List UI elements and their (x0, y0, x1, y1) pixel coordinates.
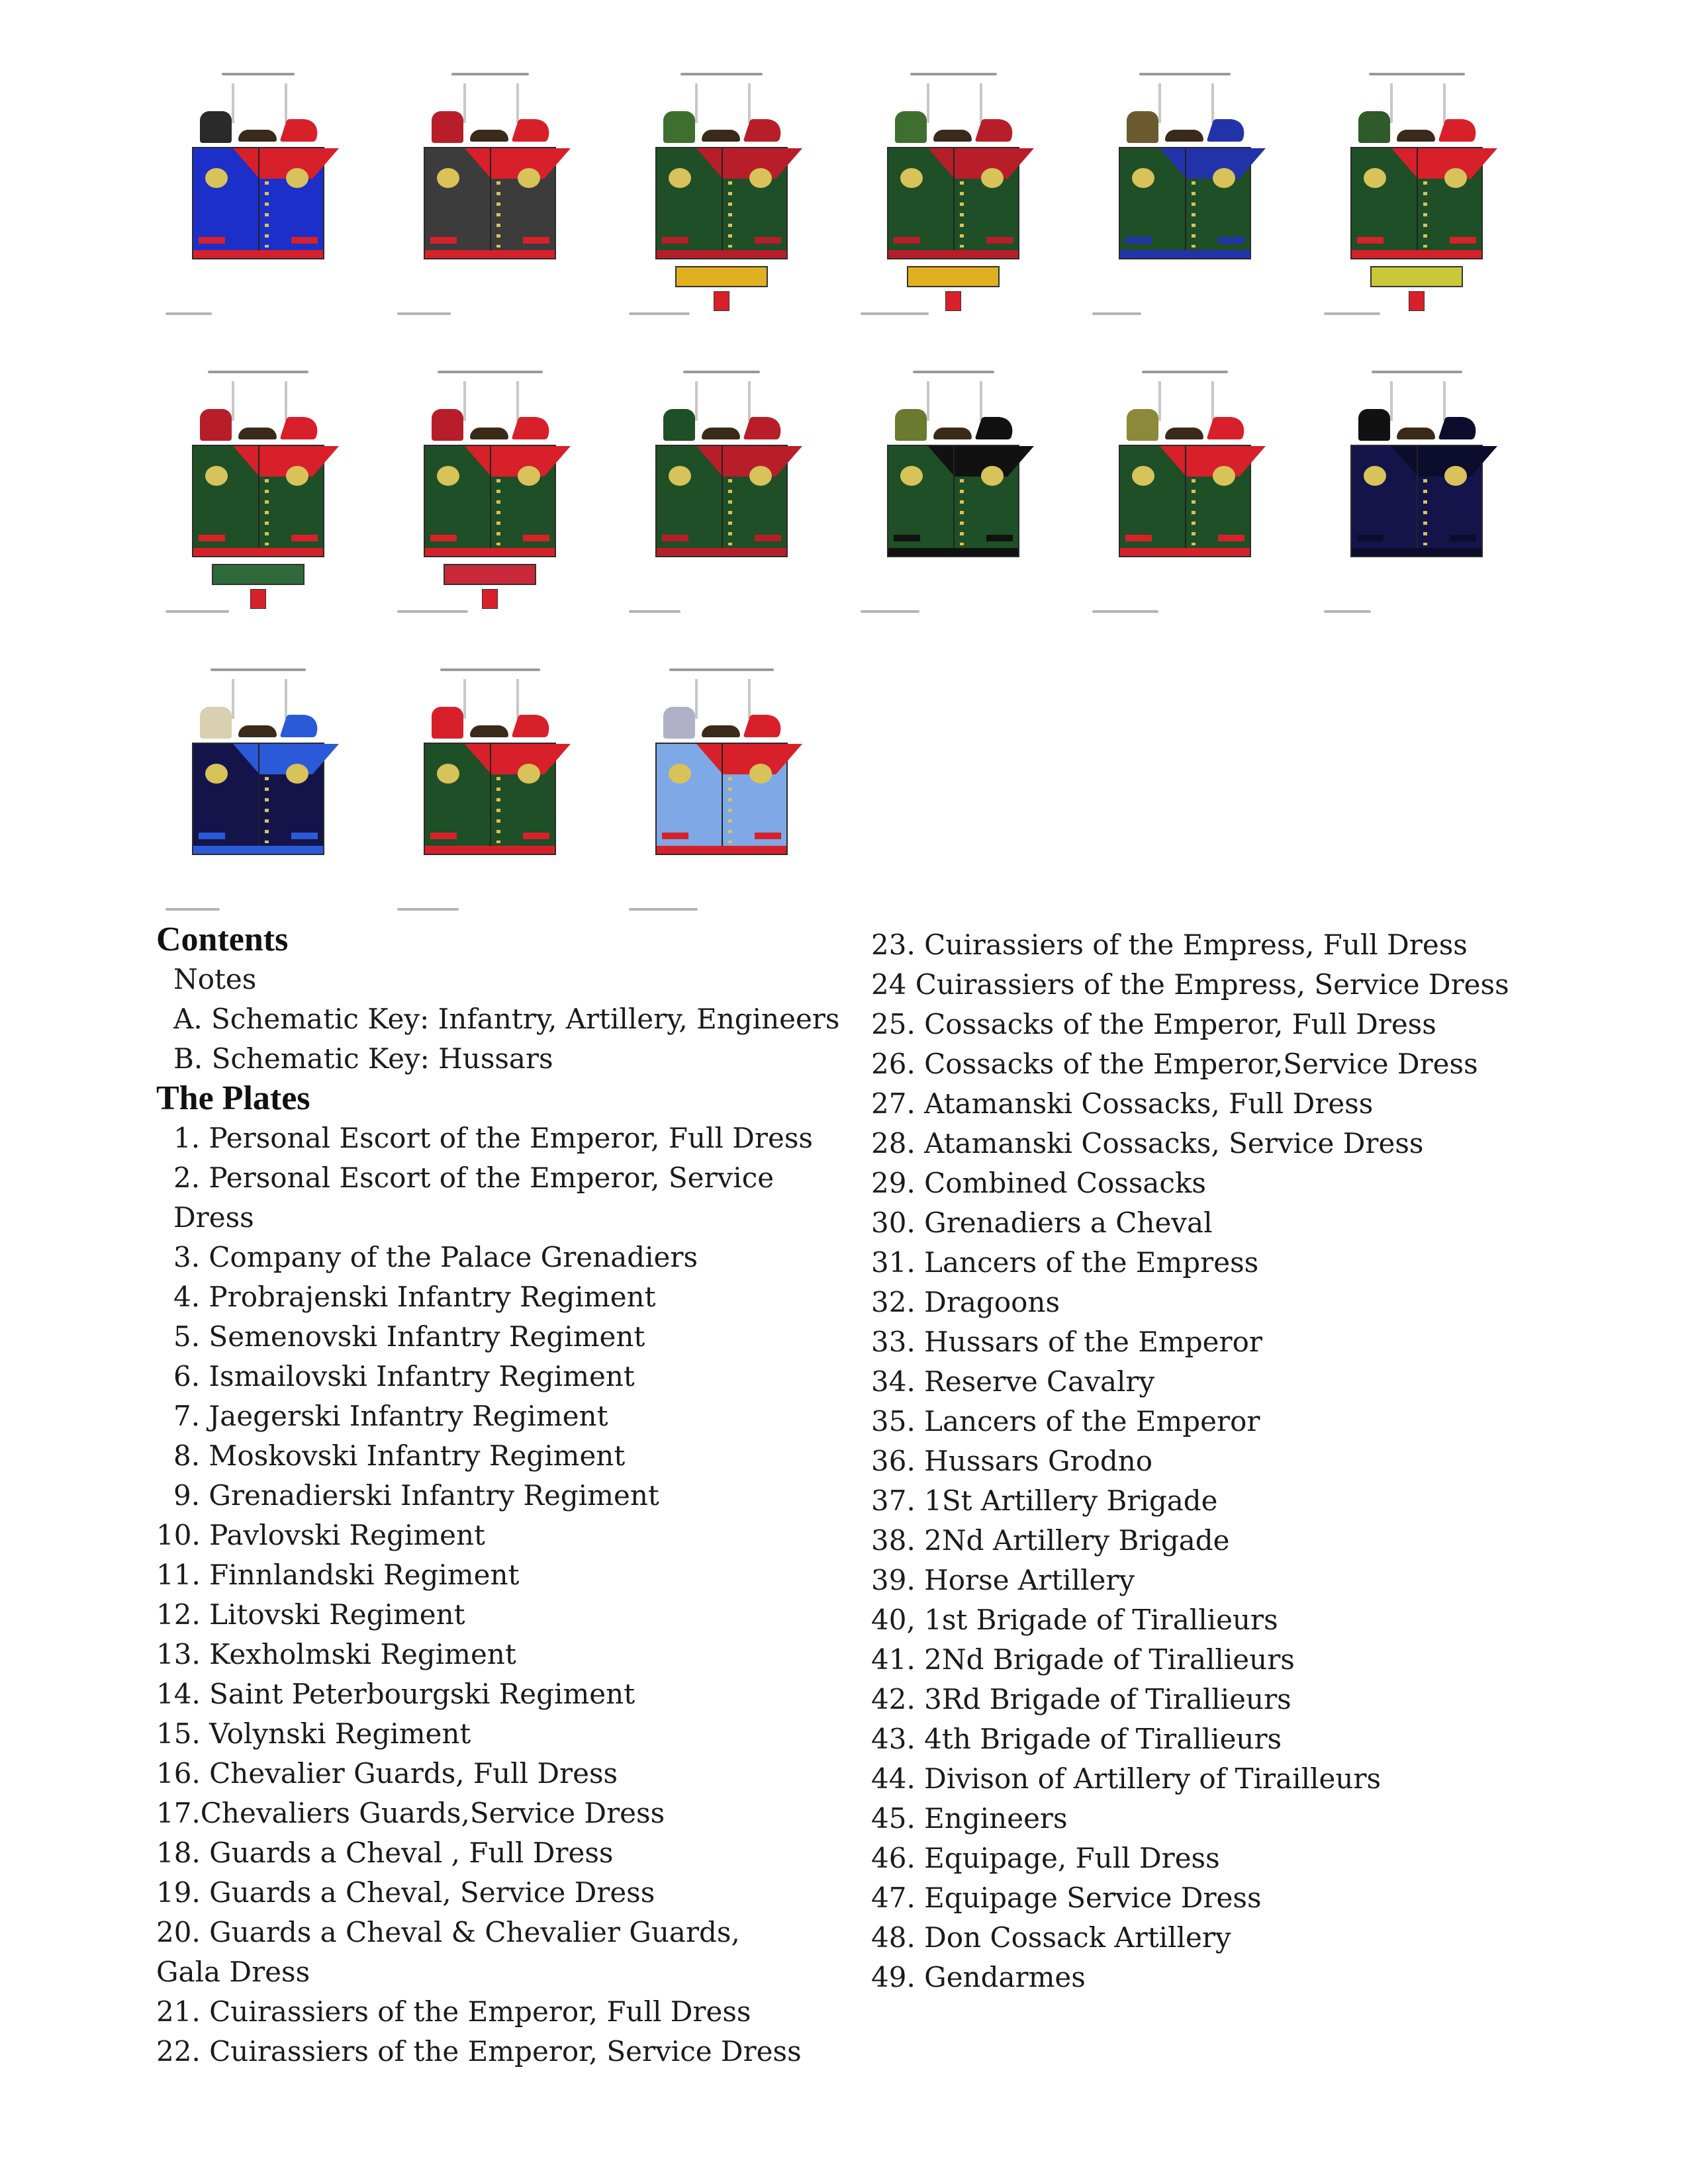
headgear-icon (200, 707, 232, 739)
cap-icon (702, 725, 740, 737)
plate-list-item[interactable]: 19. Guards a Cheval, Service Dress (156, 1876, 655, 1909)
plate-list-item[interactable]: 23. Cuirassiers of the Empress, Full Dress (871, 929, 1468, 961)
uniform-coat (1350, 147, 1483, 259)
bicorne-icon (743, 715, 786, 737)
plate-list-item[interactable]: 48. Don Cossack Artillery (871, 1921, 1231, 1954)
plate-list-item[interactable]: 29. Combined Cossacks (871, 1167, 1206, 1199)
plate-list-item[interactable]: 13. Kexholmski Regiment (156, 1638, 516, 1670)
cord (927, 83, 929, 123)
headgear-icon (663, 409, 695, 441)
thumbnail-footnote (165, 312, 238, 318)
thumbnail-footnote (629, 908, 702, 913)
headgear-icon (1127, 409, 1158, 441)
cord (980, 381, 982, 421)
thumbnail-caption (622, 371, 821, 377)
plate-list-item[interactable]: 1. Personal Escort of the Emperor, Full Dress (173, 1122, 813, 1154)
cap-icon (1397, 130, 1435, 142)
plate-thumbnail[interactable] (1086, 371, 1284, 615)
bicorne-icon (1206, 417, 1249, 439)
uniform-coat (1119, 147, 1251, 259)
plate-list-item[interactable]: 11. Finnlandski Regiment (156, 1559, 520, 1591)
plate-list-item[interactable]: 45. Engineers (871, 1802, 1068, 1835)
plate-list-item[interactable]: 14. Saint Peterbourgski Regiment (156, 1678, 635, 1710)
insignia-badge (212, 564, 305, 585)
cord (285, 679, 287, 719)
plate-list-item[interactable]: 12. Litovski Regiment (156, 1598, 465, 1631)
thumbnail-footnote (1092, 610, 1165, 615)
thumbnail-caption (391, 668, 589, 675)
thumbnail-caption (159, 371, 357, 377)
cord (748, 679, 751, 719)
thumbnail-caption (1317, 371, 1516, 377)
uniform-coat (424, 147, 556, 259)
cap-icon (1397, 428, 1435, 439)
thumbnail-caption (391, 371, 589, 377)
plate-thumbnail[interactable] (1086, 73, 1284, 318)
thumbnail-caption (854, 371, 1053, 377)
plates-heading: The Plates (156, 1079, 310, 1117)
plate-list-item[interactable]: 46. Equipage, Full Dress (871, 1842, 1220, 1874)
thumbnail-caption (854, 73, 1053, 79)
cap-icon (238, 428, 277, 439)
plate-thumbnail[interactable] (391, 668, 589, 913)
cord (1390, 83, 1393, 123)
thumbnail-caption (159, 668, 357, 675)
cord (516, 83, 519, 123)
cord (285, 381, 287, 421)
plate-list-item[interactable]: 24 Cuirassiers of the Empress, Service Dress (871, 968, 1509, 1001)
plate-list-item[interactable]: 31. Lancers of the Empress (871, 1246, 1259, 1279)
thumbnail-footnote (1324, 312, 1397, 318)
plate-list-item[interactable]: 37. 1St Artillery Brigade (871, 1484, 1218, 1517)
thumbnail-caption (1086, 73, 1284, 79)
cord (232, 381, 234, 421)
insignia-tag (482, 589, 498, 609)
plate-list-item[interactable]: 2. Personal Escort of the Emperor, Service Dress (173, 1161, 774, 1234)
insignia-badge (444, 564, 536, 585)
bicorne-icon (974, 119, 1017, 142)
cap-icon (1165, 130, 1203, 142)
bicorne-icon (279, 417, 322, 439)
insignia-tag (945, 291, 961, 311)
plate-list-item[interactable]: 33. Hussars of the Emperor (871, 1326, 1262, 1358)
uniform-coat (1119, 445, 1251, 557)
thumbnail-footnote (397, 908, 470, 913)
cord (463, 679, 466, 719)
cap-icon (470, 725, 508, 737)
thumbnail-caption (622, 73, 821, 79)
plate-thumbnail[interactable] (159, 73, 357, 318)
plate-list-item[interactable]: 34. Reserve Cavalry (871, 1365, 1155, 1398)
uniform-coat (1350, 445, 1483, 557)
uniform-coat (655, 147, 788, 259)
plate-list-item[interactable]: 15. Volynski Regiment (156, 1717, 471, 1750)
plate-list-item[interactable]: 9. Grenadierski Infantry Regiment (173, 1479, 659, 1512)
thumbnail-footnote (861, 312, 933, 318)
uniform-coat (424, 445, 556, 557)
plate-thumbnail[interactable] (622, 73, 821, 318)
thumbnail-caption (391, 73, 589, 79)
front-matter-item[interactable]: B. Schematic Key: Hussars (173, 1042, 553, 1075)
thumbnail-footnote (1324, 610, 1397, 615)
headgear-icon (895, 409, 927, 441)
plate-list-item[interactable]: 10. Pavlovski Regiment (156, 1519, 485, 1551)
uniform-coat (887, 147, 1019, 259)
headgear-icon (1358, 111, 1390, 143)
cord (1158, 381, 1161, 421)
plate-list-item[interactable]: 35. Lancers of the Emperor (871, 1405, 1260, 1437)
cap-icon (238, 725, 277, 737)
cord (516, 381, 519, 421)
cord (980, 83, 982, 123)
bicorne-icon (511, 119, 554, 142)
plate-list-item[interactable]: 49. Gendarmes (871, 1961, 1086, 1993)
bicorne-icon (511, 417, 554, 439)
plate-list-item[interactable]: 39. Horse Artillery (871, 1564, 1135, 1596)
plate-list-item[interactable]: 18. Guards a Cheval , Full Dress (156, 1837, 614, 1869)
bicorne-icon (974, 417, 1017, 439)
plates-list-right (871, 925, 1599, 1997)
contents-heading: Contents (156, 921, 289, 958)
bicorne-icon (511, 715, 554, 737)
thumbnail-footnote (861, 610, 933, 615)
insignia-badge (675, 266, 768, 287)
front-matter-item[interactable]: Notes (173, 963, 257, 995)
plate-list-item[interactable]: 41. 2Nd Brigade of Tirallieurs (871, 1643, 1295, 1676)
plate-list-item[interactable]: 44. Divison of Artillery of Tirailleurs (871, 1762, 1382, 1795)
cord (748, 83, 751, 123)
front-matter-list (156, 960, 840, 1079)
bicorne-icon (279, 119, 322, 142)
plate-list-item[interactable]: 5. Semenovski Infantry Regiment (173, 1320, 645, 1353)
thumbnail-footnote (629, 312, 702, 318)
cap-icon (933, 130, 972, 142)
bicorne-icon (743, 417, 786, 439)
uniform-coat (192, 445, 324, 557)
cap-icon (470, 130, 508, 142)
bicorne-icon (1438, 417, 1481, 439)
uniform-coat (655, 445, 788, 557)
plate-list-item[interactable]: 6. Ismailovski Infantry Regiment (173, 1360, 635, 1392)
plates-list-left (156, 1118, 813, 2071)
contents-right-column (871, 925, 1599, 1997)
cap-icon (933, 428, 972, 439)
headgear-icon (895, 111, 927, 143)
bicorne-icon (1206, 119, 1249, 142)
headgear-icon (663, 707, 695, 739)
thumbnail-footnote (397, 312, 470, 318)
plate-list-item[interactable]: 40, 1st Brigade of Tirallieurs (871, 1604, 1278, 1636)
cord (232, 679, 234, 719)
headgear-icon (432, 409, 463, 441)
cord (1211, 381, 1214, 421)
plate-thumbnail[interactable] (1317, 371, 1516, 615)
plate-list-item[interactable]: 30. Grenadiers a Cheval (871, 1206, 1213, 1239)
thumbnail-caption (622, 668, 821, 675)
thumbnail-caption (159, 73, 357, 79)
cord (695, 381, 698, 421)
uniform-coat (192, 147, 324, 259)
plate-list-item[interactable]: 32. Dragoons (871, 1286, 1060, 1318)
cord (1158, 83, 1161, 123)
plate-list-item[interactable]: 20. Guards a Cheval & Chevalier Guards, Gala Dress (156, 1916, 740, 1988)
plate-thumbnail[interactable] (391, 371, 589, 615)
uniform-coat (192, 743, 324, 855)
uniform-coat (424, 743, 556, 855)
plate-list-item[interactable]: 16. Chevalier Guards, Full Dress (156, 1757, 618, 1790)
cord (1211, 83, 1214, 123)
cord (695, 83, 698, 123)
thumbnail-caption (1317, 73, 1516, 79)
plate-thumbnail[interactable] (622, 371, 821, 615)
plate-list-item[interactable]: 25. Cossacks of the Emperor, Full Dress (871, 1008, 1436, 1040)
plate-list-item[interactable]: 3. Company of the Palace Grenadiers (173, 1241, 698, 1273)
headgear-icon (663, 111, 695, 143)
plate-list-item[interactable]: 27. Atamanski Cossacks, Full Dress (871, 1087, 1374, 1120)
plate-list-item[interactable]: 36. Hussars Grodno (871, 1445, 1153, 1477)
plate-list-item[interactable]: 22. Cuirassiers of the Emperor, Service Dress (156, 2035, 802, 2068)
plate-thumbnail[interactable] (391, 73, 589, 318)
insignia-tag (1409, 291, 1425, 311)
cord (516, 679, 519, 719)
insignia-tag (714, 291, 729, 311)
plate-thumbnail[interactable] (622, 668, 821, 913)
cord (463, 381, 466, 421)
plate-thumbnail[interactable] (854, 73, 1053, 318)
uniform-coat (655, 743, 788, 855)
bicorne-icon (1438, 119, 1481, 142)
cord (927, 381, 929, 421)
plate-list-item[interactable]: 17.Chevaliers Guards,Service Dress (156, 1797, 665, 1829)
uniform-coat (887, 445, 1019, 557)
bicorne-icon (743, 119, 786, 142)
cord (695, 679, 698, 719)
plate-list-item[interactable]: 21. Cuirassiers of the Emperor, Full Dress (156, 1995, 751, 2028)
plate-list-item[interactable]: 43. 4th Brigade of Tirallieurs (871, 1723, 1282, 1755)
plate-list-item[interactable]: 47. Equipage Service Dress (871, 1882, 1262, 1914)
cord (748, 381, 751, 421)
headgear-icon (200, 111, 232, 143)
thumbnail-footnote (165, 908, 238, 913)
thumbnail-footnote (165, 610, 238, 615)
thumbnail-footnote (629, 610, 702, 615)
cap-icon (1165, 428, 1203, 439)
insignia-badge (1370, 266, 1463, 287)
plate-thumbnail[interactable] (159, 371, 357, 615)
plate-list-item[interactable]: 38. 2Nd Artillery Brigade (871, 1524, 1230, 1557)
cord (285, 83, 287, 123)
thumbnail-footnote (1092, 312, 1165, 318)
cord (1443, 381, 1446, 421)
cap-icon (702, 428, 740, 439)
cord (232, 83, 234, 123)
cap-icon (238, 130, 277, 142)
headgear-icon (1127, 111, 1158, 143)
plate-thumbnail[interactable] (854, 371, 1053, 615)
plate-list-item[interactable]: 42. 3Rd Brigade of Tirallieurs (871, 1683, 1291, 1715)
plate-list-item[interactable]: 26. Cossacks of the Emperor,Service Dress (871, 1048, 1478, 1080)
cord (1443, 83, 1446, 123)
cord (1390, 381, 1393, 421)
headgear-icon (432, 111, 463, 143)
plate-list-item[interactable]: 28. Atamanski Cossacks, Service Dress (871, 1127, 1424, 1160)
plate-list-item[interactable]: 7. Jaegerski Infantry Regiment (173, 1400, 608, 1432)
plate-list-item[interactable]: 8. Moskovski Infantry Regiment (173, 1439, 626, 1472)
thumbnail-footnote (397, 610, 470, 615)
thumbnail-caption (1086, 371, 1284, 377)
plate-list-item[interactable]: 4. Probrajenski Infantry Regiment (173, 1281, 656, 1313)
cap-icon (470, 428, 508, 439)
plate-thumbnail[interactable] (1317, 73, 1516, 318)
insignia-badge (907, 266, 1000, 287)
cap-icon (702, 130, 740, 142)
plate-thumbnail[interactable] (159, 668, 357, 913)
bicorne-icon (279, 715, 322, 737)
front-matter-item[interactable]: A. Schematic Key: Infantry, Artillery, Engineers (173, 1003, 840, 1035)
headgear-icon (1358, 409, 1390, 441)
insignia-tag (250, 589, 266, 609)
cord (463, 83, 466, 123)
headgear-icon (432, 707, 463, 739)
headgear-icon (200, 409, 232, 441)
contents-left-column (156, 920, 840, 2071)
